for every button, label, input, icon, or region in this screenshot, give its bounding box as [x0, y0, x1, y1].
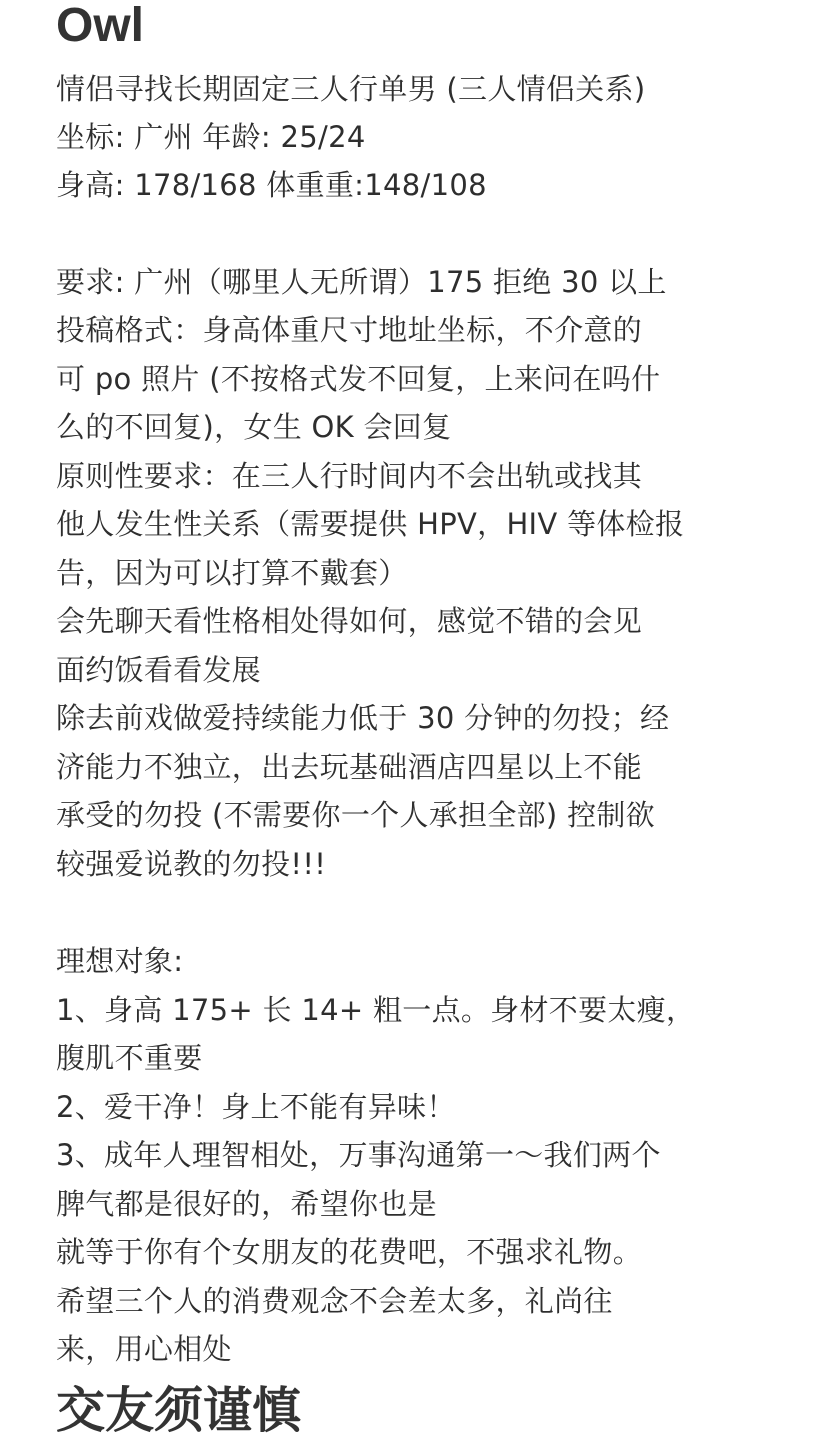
post-line: 他人发生性关系（需要提供 HPV，HIV 等体检报 [56, 507, 685, 541]
post-line: 么的不回复)，女生 OK 会回复 [56, 410, 452, 444]
post-line: 投稿格式：身高体重尺寸地址坐标，不介意的 [56, 313, 643, 347]
post-line: 原则性要求：在三人行时间内不会出轨或找其 [56, 459, 643, 493]
post-line: 面约饭看看发展 [56, 653, 262, 687]
post-line: 就等于你有个女朋友的花费吧，不强求礼物。 [56, 1235, 643, 1269]
post-line: 腹肌不重要 [56, 1041, 203, 1075]
post-line: 坐标: 广州 年龄: 25/24 [56, 120, 366, 154]
post-line: 2、爱干净！身上不能有异味！ [56, 1090, 456, 1124]
post-title: Owl [56, 0, 145, 52]
post-line: 要求: 广州（哪里人无所谓）175 拒绝 30 以上 [56, 265, 667, 299]
post-line: 会先聊天看性格相处得如何，感觉不错的会见 [56, 604, 643, 638]
post-line: 承受的勿投 (不需要你一个人承担全部) 控制欲 [56, 798, 655, 832]
post-line: 1、身高 175+ 长 14+ 粗一点。身材不要太瘦， [56, 993, 696, 1027]
post-line: 理想对象: [56, 944, 184, 978]
post-line: 济能力不独立，出去玩基础酒店四星以上不能 [56, 750, 643, 784]
post-line: 身高: 178/168 体重重:148/108 [56, 168, 487, 202]
post-line: 情侣寻找长期固定三人行单男 (三人情侣关系) [56, 72, 646, 106]
post-line: 希望三个人的消费观念不会差太多，礼尚往 [56, 1284, 613, 1318]
post-line: 脾气都是很好的，希望你也是 [56, 1187, 437, 1221]
footer-warning: 交友须谨慎 [56, 1382, 302, 1439]
post-line: 除去前戏做爱持续能力低于 30 分钟的勿投；经 [56, 701, 670, 735]
post-line: 来，用心相处 [56, 1332, 232, 1366]
post-line: 可 po 照片 (不按格式发不回复，上来问在吗什 [56, 362, 661, 396]
post-line: 3、成年人理智相处，万事沟通第一～我们两个 [56, 1138, 661, 1172]
post-line: 较强爱说教的勿投!!! [56, 847, 327, 881]
post-line: 告，因为可以打算不戴套） [56, 556, 408, 590]
